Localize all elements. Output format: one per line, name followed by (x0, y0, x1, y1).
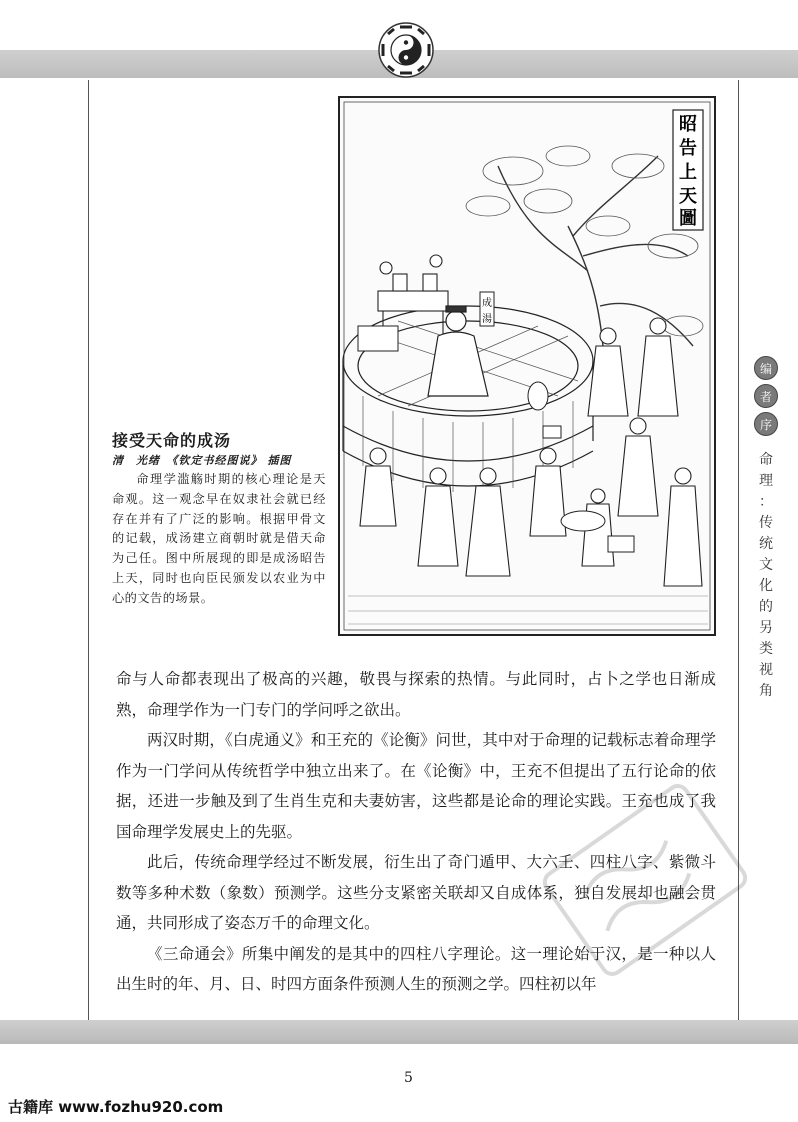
svg-text:告: 告 (679, 138, 697, 159)
side-circle-1: 编 (754, 356, 778, 380)
caption-source: 清 光绪 《钦定书经图说》 插图 (112, 454, 292, 467)
footer-site-text: 古籍库 www.fozhu920.com (8, 1098, 224, 1116)
illustration-zhaogao-shangtian (338, 96, 716, 636)
watermark-seal-icon (530, 780, 760, 980)
svg-text:天: 天 (679, 186, 697, 207)
paragraph-3: 此后，传统命理学经过不断发展，衍生出了奇门遁甲、大六壬、四柱八字、紫微斗数等多种术数（象数）预测学。这些分支紧密关联却又自成体系，独自发展却也融会贯通，共同形成了姿态万千的命理文化。 (116, 853, 716, 932)
left-margin-rule (88, 80, 89, 1020)
page-number: 5 (404, 1070, 413, 1086)
paragraph-1: 命与人命都表现出了极高的兴趣，敬畏与探索的热情。与此同时，占卜之学也日渐成熟，命理学作为一门专门的学问呼之欲出。 (116, 670, 716, 719)
svg-text:上: 上 (679, 162, 697, 183)
svg-text:圖: 圖 (679, 208, 697, 229)
svg-text:湯: 湯 (482, 314, 492, 325)
side-tab-text: 命 理 ： 传 统 文 化 的 另 类 视 角 (759, 452, 773, 699)
side-circle-2: 者 (754, 384, 778, 408)
footer-band (0, 1020, 798, 1044)
caption-body: 命理学滥觞时期的核心理论是天命观。这一观念早在奴隶社会就已经存在并有了广泛的影响。根据甲骨文的记载，成汤建立商朝时就是借天命为己任。图中所展现的即是成汤昭告上天，同时也向臣民颁发以农业为中心的文告的场景。 (112, 472, 326, 605)
svg-text:成: 成 (482, 298, 492, 309)
paragraph-4: 《三命通会》所集中阐发的是其中的四柱八字理论。这一理论始于汉，是一种以人出生时的年、月、日、时四方面条件预测人生的预测之学。四柱初以年 (116, 944, 716, 993)
caption-title: 接受天命的成汤 (112, 431, 232, 450)
taiji-emblem-icon (378, 22, 434, 78)
svg-text:昭: 昭 (679, 114, 697, 135)
chapter-side-tab (752, 356, 780, 702)
paragraph-2: 两汉时期，《白虎通义》和王充的《论衡》问世，其中对于命理的记载标志着命理学作为一门学问从传统哲学中独立出来了。在《论衡》中，王充不但提出了五行论命的依据，还进一步触及到了生肖生克和夫妻妨害，这些都是论命的理论实践。王充也成了我国命理学发展史上的先驱。 (116, 731, 716, 841)
side-circle-3: 序 (754, 412, 778, 436)
